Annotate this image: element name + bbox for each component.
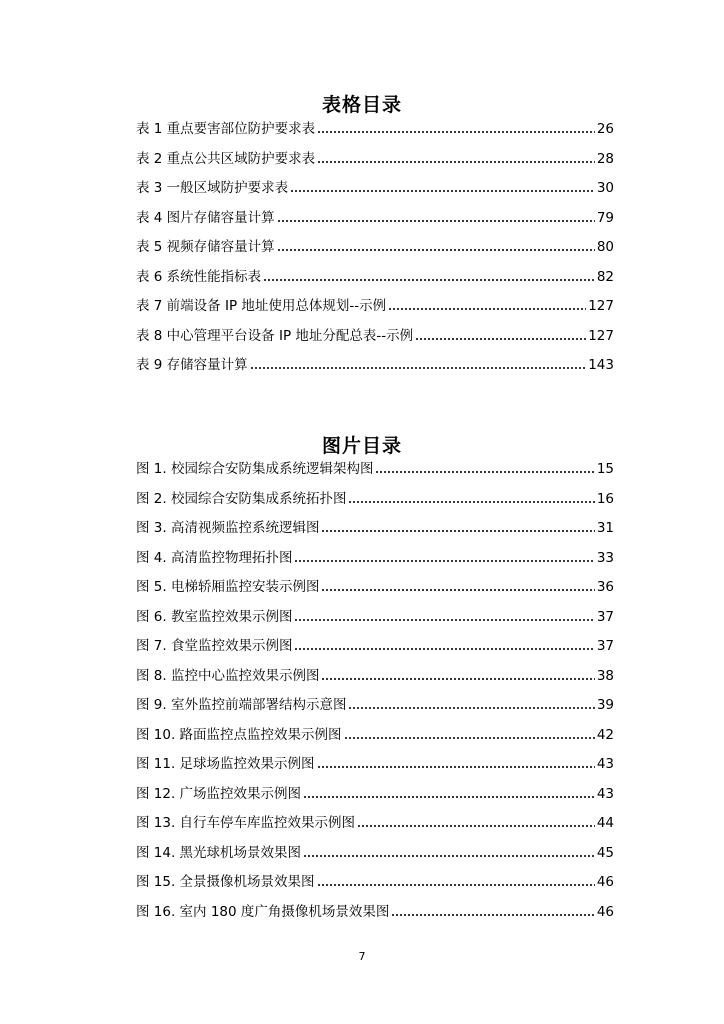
toc-entry-page: 38 bbox=[596, 667, 614, 684]
dot-leader bbox=[391, 913, 594, 917]
toc-entry-page: 127 bbox=[588, 298, 614, 314]
toc-entry-label: 表 5 视频存储容量计算 bbox=[136, 239, 275, 255]
toc-entry-label: 图 6. 教室监控效果示例图 bbox=[136, 608, 293, 625]
toc-entry[interactable] bbox=[136, 295, 614, 315]
toc-entry-page: 31 bbox=[596, 520, 614, 536]
toc-entry[interactable] bbox=[136, 118, 614, 138]
toc-entry-label: 图 4. 高清监控物理拓扑图 bbox=[136, 549, 293, 566]
toc-entry-label: 图 1. 校园综合安防集成系统逻辑架构图 bbox=[136, 461, 374, 477]
toc-entry[interactable] bbox=[136, 458, 614, 478]
toc-entry-page: 42 bbox=[596, 726, 614, 743]
toc-entry-page: 82 bbox=[596, 268, 614, 285]
toc-entry-label: 图 11. 足球场监控效果示例图 bbox=[136, 756, 315, 772]
toc-entry[interactable] bbox=[136, 266, 614, 286]
toc-entry[interactable] bbox=[136, 783, 614, 803]
toc-entry[interactable] bbox=[136, 871, 614, 891]
toc-entry-label: 图 14. 黑光球机场景效果图 bbox=[136, 844, 302, 861]
toc-entry-label: 表 6 系统性能指标表 bbox=[136, 268, 262, 285]
toc-entry-page: 45 bbox=[596, 844, 614, 861]
dot-leader bbox=[290, 189, 595, 193]
toc-entry-label: 表 8 中心管理平台设备 IP 地址分配总表--示例 bbox=[136, 327, 414, 344]
toc-entry-page: 39 bbox=[596, 697, 614, 713]
toc-entry-label: 图 15. 全景摄像机场景效果图 bbox=[136, 874, 315, 890]
toc-entry-page: 127 bbox=[588, 327, 614, 344]
toc-entry-label: 图 5. 电梯轿厢监控安装示例图 bbox=[136, 579, 320, 595]
dot-leader bbox=[415, 337, 586, 341]
toc-entry[interactable] bbox=[136, 576, 614, 596]
toc-entry-page: 44 bbox=[596, 815, 614, 831]
toc-entry-label: 表 7 前端设备 IP 地址使用总体规划--示例 bbox=[136, 298, 387, 314]
dot-leader bbox=[321, 529, 594, 533]
toc-entry[interactable] bbox=[136, 901, 614, 921]
toc-entry-page: 46 bbox=[596, 903, 614, 920]
toc-entry[interactable] bbox=[136, 665, 614, 685]
toc-entry[interactable] bbox=[136, 236, 614, 256]
dot-leader bbox=[294, 559, 594, 563]
dot-leader bbox=[357, 824, 595, 828]
dot-leader bbox=[303, 795, 595, 799]
dot-leader bbox=[294, 618, 594, 622]
toc-entry[interactable] bbox=[136, 207, 614, 227]
dot-leader bbox=[321, 588, 594, 592]
dot-leader bbox=[277, 248, 595, 252]
dot-leader bbox=[348, 706, 594, 710]
toc-entry[interactable] bbox=[136, 488, 614, 508]
toc-entry[interactable] bbox=[136, 606, 614, 626]
toc-entry[interactable] bbox=[136, 842, 614, 862]
dot-leader bbox=[375, 470, 594, 474]
toc-entry-page: 16 bbox=[596, 490, 614, 507]
dot-leader bbox=[294, 647, 594, 651]
toc-entry[interactable] bbox=[136, 148, 614, 168]
dot-leader bbox=[317, 765, 595, 769]
toc-entry[interactable] bbox=[136, 694, 614, 714]
dot-leader bbox=[303, 854, 595, 858]
toc-entry-page: 33 bbox=[596, 549, 614, 566]
dot-leader bbox=[317, 883, 595, 887]
toc-entry-label: 图 2. 校园综合安防集成系统拓扑图 bbox=[136, 490, 347, 507]
toc-entry-label: 表 1 重点要害部位防护要求表 bbox=[136, 121, 316, 137]
toc-entry-page: 79 bbox=[596, 209, 614, 226]
toc-entry[interactable] bbox=[136, 812, 614, 832]
toc-entry-label: 表 4 图片存储容量计算 bbox=[136, 209, 275, 226]
toc-entry[interactable] bbox=[136, 177, 614, 197]
toc-entry-label: 表 2 重点公共区域防护要求表 bbox=[136, 150, 316, 167]
dot-leader bbox=[344, 736, 595, 740]
toc-entry[interactable] bbox=[136, 753, 614, 773]
toc-entry-page: 36 bbox=[596, 579, 614, 595]
toc-entry-page: 28 bbox=[596, 150, 614, 167]
toc-entry[interactable] bbox=[136, 325, 614, 345]
toc-entry-label: 图 10. 路面监控点监控效果示例图 bbox=[136, 726, 342, 743]
toc-entry-page: 43 bbox=[596, 756, 614, 772]
toc-entry-label: 图 9. 室外监控前端部署结构示意图 bbox=[136, 697, 347, 713]
toc-entry[interactable] bbox=[136, 517, 614, 537]
page-number: 7 bbox=[358, 950, 366, 963]
dot-leader bbox=[321, 677, 594, 681]
toc-entry-label: 图 12. 广场监控效果示例图 bbox=[136, 785, 302, 802]
toc-entry-page: 143 bbox=[588, 357, 614, 373]
toc-entry-page: 37 bbox=[596, 638, 614, 654]
toc-entry-label: 表 3 一般区域防护要求表 bbox=[136, 180, 289, 196]
toc-entry-label: 图 3. 高清视频监控系统逻辑图 bbox=[136, 520, 320, 536]
toc-entry-label: 图 13. 自行车停车库监控效果示例图 bbox=[136, 815, 356, 831]
toc-entry-page: 46 bbox=[596, 874, 614, 890]
toc-entry-label: 表 9 存储容量计算 bbox=[136, 357, 248, 373]
dot-leader bbox=[388, 307, 586, 311]
dot-leader bbox=[317, 130, 595, 134]
toc-entry-page: 43 bbox=[596, 785, 614, 802]
dot-leader bbox=[348, 500, 594, 504]
tables-toc-title: 表格目录 bbox=[321, 94, 402, 116]
toc-entry-page: 37 bbox=[596, 608, 614, 625]
figures-toc-title: 图片目录 bbox=[321, 435, 402, 457]
toc-entry[interactable] bbox=[136, 547, 614, 567]
dot-leader bbox=[277, 219, 595, 223]
toc-entry[interactable] bbox=[136, 635, 614, 655]
toc-entry-page: 26 bbox=[596, 121, 614, 137]
dot-leader bbox=[250, 366, 587, 370]
dot-leader bbox=[317, 160, 595, 164]
toc-entry-label: 图 16. 室内 180 度广角摄像机场景效果图 bbox=[136, 903, 390, 920]
toc-entry-label: 图 7. 食堂监控效果示例图 bbox=[136, 638, 293, 654]
dot-leader bbox=[263, 278, 595, 282]
toc-entry-label: 图 8. 监控中心监控效果示例图 bbox=[136, 667, 320, 684]
toc-entry-page: 30 bbox=[596, 180, 614, 196]
toc-entry[interactable] bbox=[136, 724, 614, 744]
toc-entry[interactable] bbox=[136, 354, 614, 374]
toc-entry-page: 80 bbox=[596, 239, 614, 255]
toc-entry-page: 15 bbox=[596, 461, 614, 477]
